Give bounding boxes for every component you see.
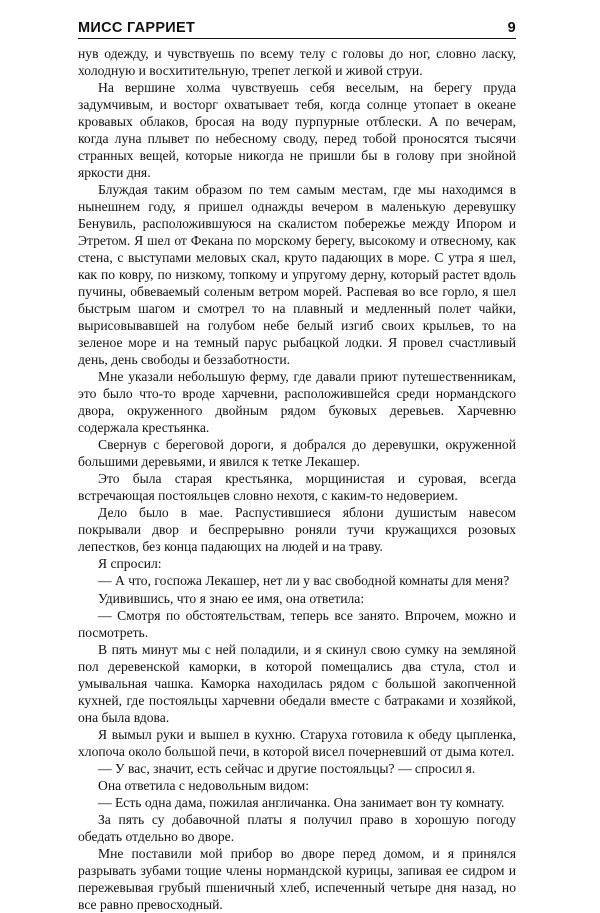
main-text: [78, 45, 516, 913]
paragraph: нув одежду, и чувствуешь по всему телу с головы до ног, словно ласку, холодную и восхитительную, трепет легкой и живой струи.: [78, 46, 516, 79]
paragraph: Блуждая таким образом по тем самым местам, где мы находимся в нынешнем году, я пришел однажды вечером в маленькую деревушку Бенувиль, расположившуюся на скалистом побережье между Ипором и Этретом. Я шел от Фекана по морскому берегу, высокому и отвесному, как стена, с выступами меловых скал, круто падающих в море. С утра я шел, как по ковру, по низкому, топкому и упругому дерну, который растет вдоль пучины, обвеваемый соленым ветром морей. Распевая во все горло, я шел быстрым шагом и смотрел то на плавный и медленный полет чайки, вырисовывавшей на голубом небе белый изгиб своих крыльев, то на зеленое море и на темный парус рыбацкой лодки. Я провел счастливый день, день свободы и беззаботности.: [78, 182, 516, 368]
paragraph: На вершине холма чувствуешь себя веселым, на берегу пруда задумчивым, и восторг охватывает тебя, когда солнце утопает в океане кровавых облаков, бросая на воду пурпурные отблески. А по вечерам, когда луна плывет по небесному своду, перед тобой проносятся тысячи странных вещей, которые никогда не пришли бы в голову при знойной яркости дня.: [78, 80, 516, 181]
dialogue-line: — Есть одна дама, пожилая англичанка. Она занимает вон ту комнату.: [98, 794, 505, 810]
page-number: 9: [507, 20, 516, 36]
paragraph: За пять су добавочной платы я получил право в хорошую погоду обедать отдельно во дворе.: [78, 811, 516, 844]
header-rule: [78, 38, 516, 39]
chapter-title: МИСС ГАРРИЕТ: [78, 20, 196, 36]
paragraph: Я вымыл руки и вышел в кухню. Старуха готовила к обеду цыпленка, хлопоча около большой печи, в которой висел почерневший от дыма котел.: [78, 726, 516, 759]
paragraph: Свернув с береговой дороги, я добрался до деревушки, окруженной большими деревьями, и явился к тетке Лекашер.: [78, 437, 516, 470]
dialogue-line: — Смотря по обстоятельствам, теперь все занято. Впрочем, можно и посмотреть.: [78, 607, 516, 640]
dialogue-line: — А что, госпожа Лекашер, нет ли у вас свободной комнаты для меня?: [98, 573, 510, 589]
paragraph: Она ответила с недовольным видом:: [98, 777, 310, 793]
paragraph: Я спросил:: [98, 556, 162, 572]
paragraph: В пять минут мы с ней поладили, и я скинул свою сумку на земляной пол деревенской каморки, в которой помещались два стула, стол и умывальная чашка. Каморка находилась рядом с большой закопченной кухней, где постояльцы харчевни обедали вместе с батраками и хозяйкой, она была вдова.: [78, 641, 516, 725]
paragraph: Мне указали небольшую ферму, где давали приют путешественникам, это было что-то вроде харчевни, расположившейся среди нормандского двора, окруженного двойным рядом буковых деревьев. Харчевню содержала крестьянка.: [78, 369, 516, 436]
paragraph: Мне поставили мой прибор во дворе перед домом, и я принялся разрывать зубами тощие члены нормандской курицы, запивая ее сидром и пережевывая грубый пшеничный хлеб, испеченный четыре дня назад, но все равно превосходный.: [78, 845, 516, 912]
dialogue-line: — У вас, значит, есть сейчас и другие постояльцы? — спросил я.: [98, 760, 476, 776]
paragraph: Дело было в мае. Распустившиеся яблони душистым навесом покрывали двор и беспрерывно роняли тучи кружащихся розовых лепестков, без конца падающих на людей и на траву.: [78, 505, 516, 555]
paragraph: Это была старая крестьянка, морщинистая и суровая, всегда встречающая постояльцев словно нехотя, с каким-то недоверием.: [78, 471, 516, 504]
running-header: [78, 14, 516, 36]
paragraph: Удивившись, что я знаю ее имя, она ответила:: [98, 590, 365, 606]
